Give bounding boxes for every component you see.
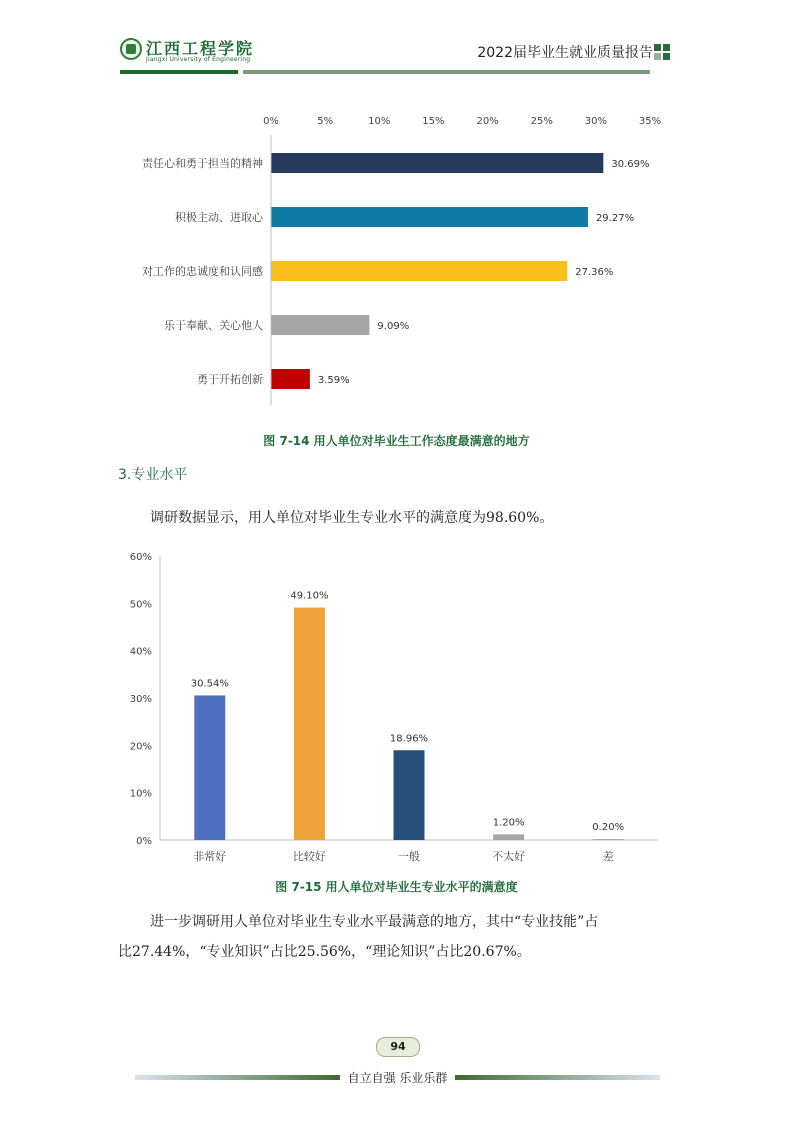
- header-rule-light: [243, 70, 650, 74]
- header-decor-square: [663, 44, 670, 51]
- y-tick-label: 10%: [129, 788, 152, 800]
- bar: [493, 834, 524, 840]
- y-tick-label: 20%: [129, 741, 152, 753]
- x-tick-label: 20%: [476, 116, 499, 127]
- detail-paragraph-line-2: 比27.44%，“专业知识”占比25.56%，“理论知识”占比20.67%。: [118, 944, 531, 960]
- data-label: 3.59%: [317, 375, 350, 386]
- data-label: 27.36%: [575, 267, 614, 278]
- bar: [271, 369, 310, 389]
- category-label: 不太好: [492, 850, 526, 863]
- header-decor-square: [663, 53, 670, 60]
- data-label: 30.69%: [611, 159, 650, 170]
- bar: [271, 153, 603, 173]
- category-label: 积极主动、进取心: [175, 211, 263, 224]
- report-title: 2022届毕业生就业质量报告: [477, 45, 653, 61]
- category-label: 对工作的忠诚度和认同感: [142, 265, 263, 278]
- logo-chinese-name: 江西工程学院: [146, 39, 255, 58]
- data-label: 0.20%: [592, 822, 625, 834]
- footer-motto: 自立自强 乐业乐群: [347, 1071, 448, 1085]
- professional-level-bar-chart: [110, 540, 670, 870]
- data-label: 30.54%: [190, 678, 229, 690]
- y-tick-label: 60%: [129, 552, 152, 563]
- data-label: 29.27%: [595, 213, 635, 224]
- data-label: 18.96%: [389, 733, 429, 745]
- data-label: 1.20%: [492, 817, 525, 829]
- header-decor-square: [654, 53, 661, 60]
- category-label: 比较好: [292, 850, 326, 863]
- x-tick-label: 15%: [422, 116, 445, 127]
- detail-paragraph-line-1: 进一步调研用人单位对毕业生专业水平最满意的地方，其中“专业技能”占: [150, 914, 599, 930]
- header-decor-square: [654, 44, 661, 51]
- bar: [194, 695, 225, 840]
- footer-rule-left: [135, 1075, 340, 1080]
- data-label: 9.09%: [377, 321, 410, 332]
- x-tick-label: 35%: [638, 116, 662, 127]
- category-label: 责任心和勇于担当的精神: [142, 157, 263, 170]
- category-label: 一般: [398, 850, 420, 863]
- y-tick-label: 50%: [129, 599, 152, 611]
- category-label: 勇于开拓创新: [197, 373, 263, 386]
- category-label: 乐于奉献、关心他人: [164, 319, 263, 332]
- work-attitude-bar-chart: [100, 105, 700, 405]
- page-number: 94: [376, 1037, 420, 1057]
- page-header: [0, 0, 793, 80]
- header-rule-dark: [120, 70, 238, 74]
- bar: [271, 315, 369, 335]
- footer-rule-right: [455, 1075, 660, 1080]
- y-tick-label: 0%: [136, 836, 152, 847]
- x-tick-label: 25%: [530, 116, 553, 127]
- category-label: 差: [602, 850, 614, 863]
- x-tick-label: 10%: [368, 116, 391, 127]
- figure-7-15-caption: 图 7-15 用人单位对毕业生专业水平的满意度: [275, 880, 518, 894]
- bar: [294, 608, 325, 840]
- logo-english-name: Jiangxi University of Engineering: [146, 56, 251, 63]
- section-heading: 3.专业水平: [118, 467, 188, 483]
- x-tick-label: 0%: [263, 116, 279, 127]
- x-tick-label: 5%: [317, 116, 334, 127]
- x-tick-label: 30%: [584, 116, 607, 127]
- category-label: 非常好: [193, 850, 227, 863]
- bar: [271, 207, 588, 227]
- y-tick-label: 30%: [129, 694, 152, 705]
- data-label: 49.10%: [290, 590, 329, 602]
- y-tick-label: 40%: [129, 646, 152, 658]
- bar: [394, 750, 425, 840]
- figure-7-14-caption: 图 7-14 用人单位对毕业生工作态度最满意的地方: [263, 434, 530, 448]
- bar: [593, 839, 624, 840]
- satisfaction-paragraph: 调研数据显示，用人单位对毕业生专业水平的满意度为98.60%。: [150, 510, 554, 526]
- university-emblem-icon: [120, 38, 142, 60]
- bar: [271, 261, 567, 281]
